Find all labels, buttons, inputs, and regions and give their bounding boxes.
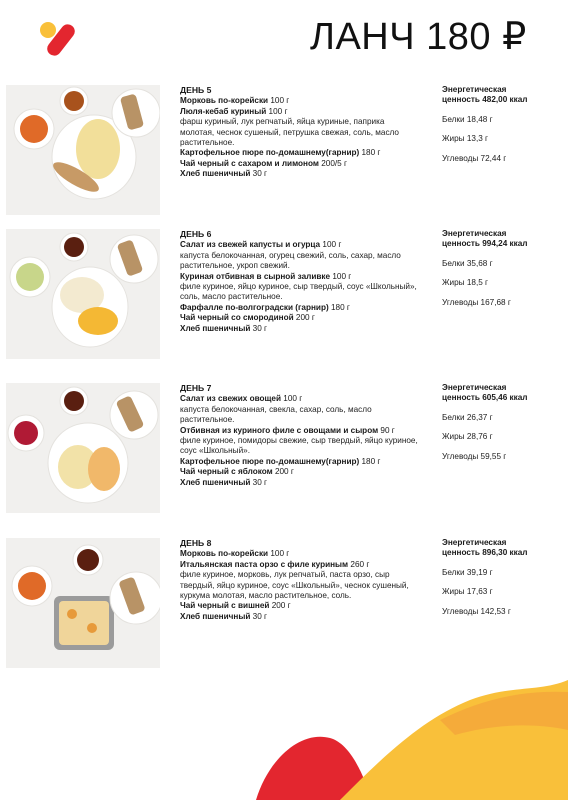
carbs-value: Углеводы 167,68 г xyxy=(442,297,511,307)
dish-name: Отбивная из куриного филе с овощами и сыром 90 г xyxy=(180,425,395,435)
dish-name: Картофельное пюре по-домашнему(гарнир) 180 г xyxy=(180,148,381,158)
energy-label: Энергетическая xyxy=(442,538,507,547)
fat-value: Жиры 28,76 г xyxy=(442,432,493,442)
dish-name: Хлеб пшеничный 30 г xyxy=(180,323,268,333)
fat-value: Жиры 18,5 г xyxy=(442,278,489,288)
dish-name: Картофельное пюре по-домашнему(гарнир) 180 г xyxy=(180,456,381,466)
energy-label: Энергетическая xyxy=(442,85,507,94)
dish-name: Чай черный с сахаром и лимоном 200/5 г xyxy=(180,158,347,168)
dish-name: Хлеб пшеничный 30 г xyxy=(180,477,268,487)
dish-ingredients: капуста белокочанная, огурец свежий, соль, сахар, масло растительное, укроп свежий. xyxy=(180,250,401,271)
protein-value: Белки 35,68 г xyxy=(442,258,493,268)
energy-value: ценность 896,30 ккал xyxy=(442,548,528,558)
fat-value: Жиры 17,63 г xyxy=(442,587,493,597)
day-heading: ДЕНЬ 7 xyxy=(180,383,212,393)
fat-value: Жиры 13,3 г xyxy=(442,134,489,144)
dish-name: Чай черный с вишней 200 г xyxy=(180,601,291,611)
day-heading: ДЕНЬ 6 xyxy=(180,229,212,239)
page-title: ЛАНЧ 180 ₽ xyxy=(310,16,527,58)
day-heading: ДЕНЬ 5 xyxy=(180,85,212,95)
dish-name: Фарфалле по-волгоградски (гарнир) 180 г xyxy=(180,302,350,312)
protein-value: Белки 39,19 г xyxy=(442,567,493,577)
energy-label: Энергетическая xyxy=(442,229,507,238)
dish-name: Чай черный с яблоком 200 г xyxy=(180,467,294,477)
dish-name: Куриная отбивная в сырной заливке 100 г xyxy=(180,271,352,281)
dish-name: Хлеб пшеничный 30 г xyxy=(180,169,268,179)
energy-label: Энергетическая xyxy=(442,383,507,392)
dish-ingredients: капуста белокочанная, свекла, сахар, соль, масло растительное. xyxy=(180,404,372,425)
protein-value: Белки 18,48 г xyxy=(442,114,493,124)
dish-name: Итальянская паста орзо с филе куриным 260 г xyxy=(180,559,370,569)
day-heading: ДЕНЬ 8 xyxy=(180,538,212,548)
dish-ingredients: филе куриное, яйцо куриное, сыр твердый, соус «Школьный», соль, масло растительное. xyxy=(180,282,417,302)
carbs-value: Углеводы 142,53 г xyxy=(442,606,511,616)
energy-value: ценность 482,00 ккал xyxy=(442,95,528,105)
dish-name: Чай черный со смородиной 200 г xyxy=(180,313,315,323)
carbs-value: Углеводы 59,55 г xyxy=(442,451,507,461)
carbs-value: Углеводы 72,44 г xyxy=(442,153,507,163)
protein-value: Белки 26,37 г xyxy=(442,412,493,422)
dish-ingredients: филе куриное, морковь, лук репчатый, паста орзо, сыр твердый, яйцо куриное, соус «Школьный», чеснок сушеный, куркума молотая, масло растительное, соль. xyxy=(180,570,409,601)
dish-name: Люля-кебаб куриный 100 г xyxy=(180,106,288,116)
dish-name: Салат из свежей капусты и огурца 100 г xyxy=(180,240,342,250)
dish-name: Салат из свежих овощей 100 г xyxy=(180,394,303,404)
energy-value: ценность 994,24 ккал xyxy=(442,239,528,249)
dish-name: Морковь по-корейски 100 г xyxy=(180,96,290,106)
energy-value: ценность 605,46 ккал xyxy=(442,393,528,403)
dish-name: Морковь по-корейски 100 г xyxy=(180,549,290,559)
dish-ingredients: филе куриное, помидоры свежие, сыр твердый, яйцо куриное, соус «Школьный». xyxy=(180,436,418,456)
dish-ingredients: фарш куриный, лук репчатый, яйца куриные, паприка молотая, чеснок сушеный, петрушка свежая, соль, масло растительное. xyxy=(180,117,399,148)
dish-name: Хлеб пшеничный 30 г xyxy=(180,611,268,621)
